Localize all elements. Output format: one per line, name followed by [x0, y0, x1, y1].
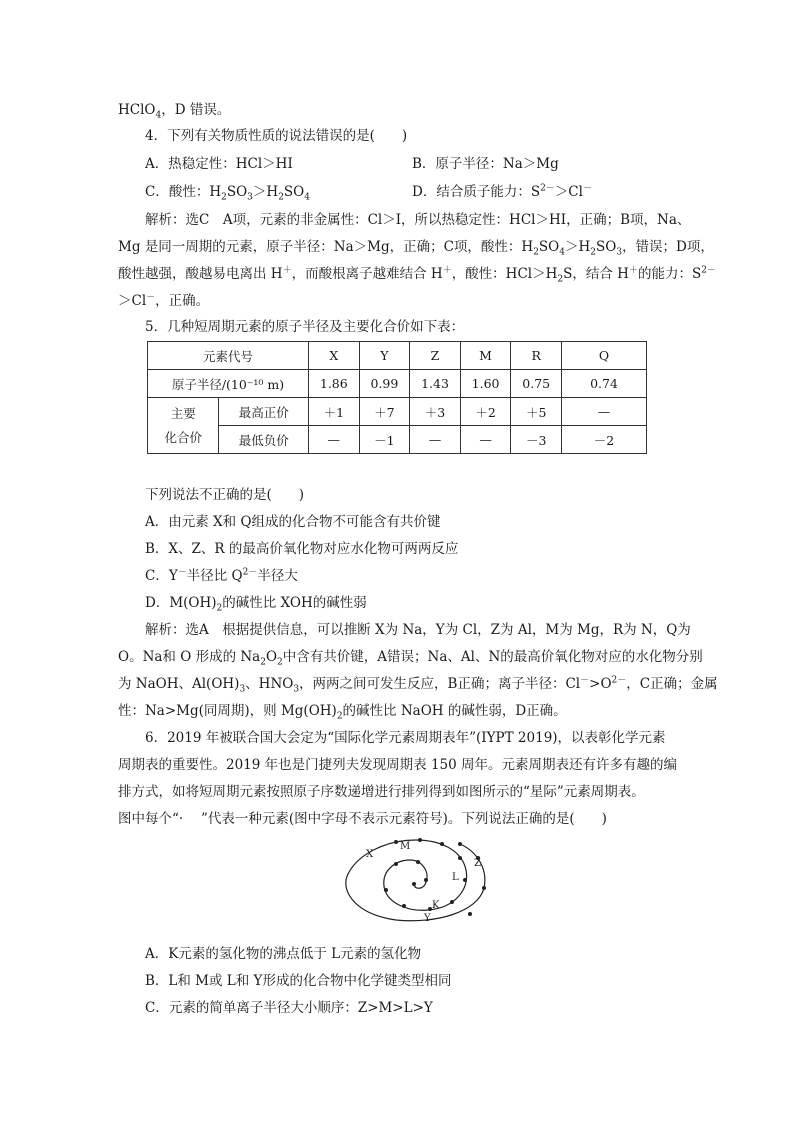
- table-cell: —: [460, 426, 511, 454]
- table-cell: ＋3: [410, 398, 461, 426]
- table-cell: X: [309, 342, 360, 370]
- element-dot: [468, 912, 472, 916]
- q4-analysis-line-1: 解析：选C A项，元素的非金属性：Cl＞I，所以热稳定性：HCl＞HI，正确；B项，Na、: [145, 212, 691, 228]
- q4-option-b: B．原子半径：Na＞Mg: [412, 156, 559, 172]
- q5-analysis-line-2: O。Na和 O 形成的 $Na_2O_2$中含有共价键，A错误；Na、Al、N的最高价氧化物对应的水化物分别: [118, 649, 703, 668]
- element-dot: [458, 842, 462, 846]
- q5-question: 下列说法不正确的是( ): [145, 487, 305, 503]
- q3-tail: HClO$_4$，D 错误。: [118, 102, 231, 121]
- element-dot: [482, 886, 486, 890]
- table-cell: —: [410, 426, 461, 454]
- table-cell: Z: [410, 342, 461, 370]
- element-dot: [412, 882, 416, 886]
- table-cell: Q: [562, 342, 647, 370]
- q4-stem: 4．下列有关物质性质的说法错误的是( ): [145, 128, 408, 144]
- table-row: [148, 426, 647, 454]
- table-group-label: 主要 化合价: [148, 398, 219, 454]
- q4-analysis-line-4: ＞Cl－，正确。: [118, 292, 210, 309]
- q6-line-2: 周期表的重要性。2019 年也是门捷列夫发现周期表 150 周年。元素周期表还有许多有趣的编: [118, 757, 677, 773]
- q6-line-4: 图中每个“· ”代表一种元素(图中字母不表示元素符号)。下列说法正确的是( ): [118, 811, 607, 827]
- figure-label-l: L: [452, 872, 459, 883]
- table-pos-label: 最高正价: [219, 398, 309, 426]
- table-cell: Y: [359, 342, 410, 370]
- figure-label-z: Z: [474, 858, 481, 869]
- table-header-label: 元素代号: [148, 342, 309, 370]
- element-dot: [416, 860, 420, 864]
- element-dot: [450, 900, 454, 904]
- table-cell: －2: [562, 426, 647, 454]
- table-cell: —: [562, 398, 647, 426]
- table-cell: －1: [359, 426, 410, 454]
- table-cell: ＋1: [309, 398, 360, 426]
- q6-line-1: 6．2019 年被联合国大会定为“国际化学元素周期表年”(IYPT 2019)，以表彰化学元素: [145, 730, 666, 746]
- figure-label-m: M: [400, 841, 411, 852]
- table-row: [148, 370, 647, 398]
- table-cell: ＋2: [460, 398, 511, 426]
- element-dot: [402, 904, 406, 908]
- q4-option-a: A．热稳定性：HCl＞HI: [145, 156, 293, 172]
- q6-option-c: C．元素的简单离子半径大小顺序：Z>M>L>Y: [145, 1000, 433, 1016]
- q5-option-c: C．Y－半径比 $Q^{2-}$半径大: [145, 567, 298, 584]
- table-cell: 0.74: [562, 370, 647, 398]
- table-cell: ＋5: [511, 398, 562, 426]
- q5-analysis-line-1: 解析：选A 根据提供信息，可以推断 X为 Na，Y为 Cl，Z为 Al，M为 Mg，R为 N，Q为: [145, 622, 691, 638]
- table-cell: —: [309, 426, 360, 454]
- element-dot: [418, 838, 422, 842]
- table-row: [148, 342, 647, 370]
- table-cell: 1.60: [460, 370, 511, 398]
- figure-label-y: Y: [424, 913, 431, 924]
- figure-label-x: X: [366, 849, 374, 860]
- q5-stem: 5．几种短周期元素的原子半径及主要化合价如下表：: [145, 319, 465, 335]
- element-dot: [394, 862, 398, 866]
- table-cell: 0.75: [511, 370, 562, 398]
- figure-label-k: K: [432, 900, 440, 911]
- q5-analysis-line-4: 性：Na>Mg(同周期)，则 $Mg(OH)_2$的碱性比 NaOH 的碱性弱，D正确。: [118, 703, 567, 722]
- q4-analysis-line-2: Mg 是同一周期的元素，原子半径：Na＞Mg，正确；C项，酸性：$H_2SO_4>H_2SO_3$，错误；D项，: [118, 239, 714, 258]
- q4-option-c: C．酸性：$H_2SO_3>H_2SO_4$: [145, 184, 310, 203]
- element-dot: [440, 842, 444, 846]
- q4-analysis-line-3: 酸性越强，酸越易电离出 H＋，而酸根离子越难结合 H＋，酸性：$HCl>H_2S$，结合 H＋的能力：$S^{2-}$: [118, 265, 716, 285]
- table-cell: 1.86: [309, 370, 360, 398]
- q5-analysis-line-3: 为 NaOH、$Al(OH)_3$、$HNO_3$，两两之间可发生反应，B正确；离子半径：$Cl^->O^{2-}$，C正确；金属: [118, 675, 718, 695]
- element-dot: [394, 840, 398, 844]
- q5-option-b: B．X、Z、R 的最高价氧化物对应水化物可两两反应: [145, 541, 459, 557]
- q5-option-d: D．$M(OH)_2$的碱性比 XOH的碱性弱: [145, 595, 367, 614]
- element-dot: [384, 888, 388, 892]
- table-cell: M: [460, 342, 511, 370]
- table-row: [148, 398, 647, 426]
- table-cell: 1.43: [410, 370, 461, 398]
- table-cell: R: [511, 342, 562, 370]
- table-cell: －3: [511, 426, 562, 454]
- star-periodic-table-figure: [338, 832, 488, 930]
- table-cell: 0.99: [359, 370, 410, 398]
- q5-option-a: A．由元素 X和 Q组成的化合物不可能含有共价键: [145, 514, 441, 530]
- element-table: [147, 341, 647, 454]
- element-dot: [463, 878, 467, 882]
- table-cell: ＋7: [359, 398, 410, 426]
- q6-line-3: 排方式，如将短周期元素按照原子序数递增进行排列得到如图所示的“星际”元素周期表。: [118, 784, 645, 800]
- q6-option-b: B．L和 M或 L和 Y形成的化合物中化学键类型相同: [145, 973, 452, 989]
- element-dot: [424, 878, 428, 882]
- table-neg-label: 最低负价: [219, 426, 309, 454]
- table-radius-label: 原子半径/(10⁻¹⁰ m): [148, 370, 309, 398]
- q4-option-d: D．结合质子能力：$S^{2-}>Cl^-$: [412, 183, 592, 200]
- q6-option-a: A．K元素的氢化物的沸点低于 L元素的氢化物: [145, 946, 422, 962]
- element-dot: [458, 856, 462, 860]
